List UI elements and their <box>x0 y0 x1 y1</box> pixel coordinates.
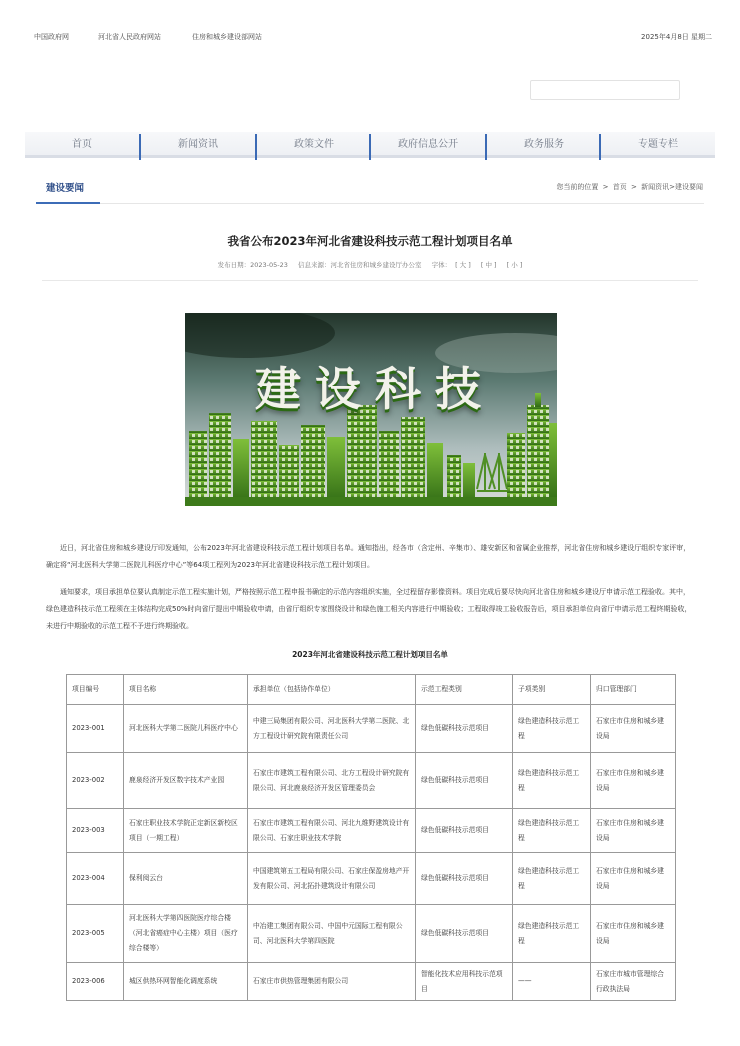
cell-project-id: 2023-003 <box>67 809 124 853</box>
article-title: 我省公布2023年河北省建设科技示范工程计划项目名单 <box>227 234 513 248</box>
article-meta <box>0 260 740 269</box>
table-row <box>67 809 676 853</box>
header-cell: 示范工程类别 <box>416 675 513 705</box>
cell-department: 石家庄市住房和城乡建设局 <box>591 753 676 809</box>
cell-project-name: 河北医科大学第四医院医疗综合楼（河北省癌症中心主楼）项目（医疗综合楼等） <box>124 905 248 963</box>
cell-category: 智能化技术应用科技示范项目 <box>416 963 513 1001</box>
font-large-button[interactable]: [ 大 ] <box>455 261 471 269</box>
header-cell: 承担单位（包括协作单位） <box>248 675 416 705</box>
cell-undertaker: 中国建筑第五工程局有限公司、石家庄保盈房地产开发有限公司、河北拓扑建筑设计有限公司 <box>248 853 416 905</box>
cell-category: 绿色低碳科技示范项目 <box>416 905 513 963</box>
cell-subcategory: —— <box>513 963 591 1001</box>
nav-item-gov-info[interactable]: 政府信息公开 <box>398 139 458 150</box>
cell-undertaker: 中冶建工集团有限公司、中国中元国际工程有限公司、河北医科大学第四医院 <box>248 905 416 963</box>
cell-undertaker: 石家庄市供热管理集团有限公司 <box>248 963 416 1001</box>
section-divider <box>36 203 704 204</box>
article-paragraph: 近日，河北省住房和城乡建设厅印发通知，公布2023年河北省建设科技示范工程计划项目名单。通知指出，经各市（含定州、辛集市）、雄安新区和省属企业推荐，河北省住房和城乡建设厅组织专家评审，确定将“河北医科大学第二医院儿科医疗中心”等64项工程列为2023年河北省建设科技示范工程计划项目。 <box>46 544 691 569</box>
nav-item-topics[interactable]: 专题专栏 <box>638 139 678 150</box>
table-row <box>67 853 676 905</box>
cell-project-name: 鹿泉经济开发区数字技术产业园 <box>124 753 248 809</box>
cell-category: 绿色低碳科技示范项目 <box>416 809 513 853</box>
hero-calligraphy: 建设科技 <box>255 362 495 416</box>
cell-undertaker: 石家庄市建筑工程有限公司、河北九维野建筑设计有限公司、石家庄职业技术学院 <box>248 809 416 853</box>
font-small-button[interactable]: [ 小 ] <box>506 261 523 269</box>
section-title: 建设要闻 <box>46 183 85 194</box>
breadcrumb-separator: > <box>631 183 637 191</box>
cell-project-name: 石家庄职业技术学院正定新区新校区项目（一期工程） <box>124 809 248 853</box>
section-title-underline <box>36 202 100 204</box>
article-paragraph: 通知要求，项目承担单位要认真制定示范工程实施计划，严格按照示范工程申报书确定的示范内容组织实施，全过程留存影像资料。项目完成后要尽快向河北省住房和城乡建设厅申请示范工程验收。其中，绿色建造科技示范工程须在主体结构完成50%时向省厅提出中期验收申请，由省厅组织专家围绕设计和绿色施工相关内容进行中期验收；工程取得竣工验收报告后，项目承担单位向省厅申请示范工程终期验收，未进行中期验收的示范工程不予进行终期验收。 <box>46 588 692 630</box>
current-date: 2025年4月8日 星期二 <box>641 33 712 41</box>
cell-category: 绿色低碳科技示范项目 <box>416 753 513 809</box>
cell-subcategory: 绿色建造科技示范工程 <box>513 809 591 853</box>
table-row <box>67 705 676 753</box>
cell-department: 石家庄市住房和城乡建设局 <box>591 853 676 905</box>
cell-project-id: 2023-006 <box>67 963 124 1001</box>
title-divider <box>42 280 698 281</box>
font-size-label: 字体： <box>431 261 452 269</box>
publish-date: 发布日期：2023-05-23 <box>217 261 288 269</box>
cell-subcategory: 绿色建造科技示范工程 <box>513 853 591 905</box>
cell-department: 石家庄市住房和城乡建设局 <box>591 705 676 753</box>
font-medium-button[interactable]: [ 中 ] <box>480 261 497 269</box>
cell-project-id: 2023-002 <box>67 753 124 809</box>
cell-subcategory: 绿色建造科技示范工程 <box>513 705 591 753</box>
cell-category: 绿色低碳科技示范项目 <box>416 705 513 753</box>
cell-department: 石家庄市城市管理综合行政执法局 <box>591 963 676 1001</box>
cell-subcategory: 绿色建造科技示范工程 <box>513 905 591 963</box>
link-gov-cn[interactable]: 中国政府网 <box>34 33 69 41</box>
cell-project-id: 2023-001 <box>67 705 124 753</box>
cell-subcategory: 绿色建造科技示范工程 <box>513 753 591 809</box>
cell-project-name: 保利阅云台 <box>124 853 248 905</box>
cell-category: 绿色低碳科技示范项目 <box>416 853 513 905</box>
header-cell: 子项类别 <box>513 675 591 705</box>
search-input[interactable] <box>530 80 680 100</box>
table-row <box>67 963 676 1001</box>
nav-item-home[interactable]: 首页 <box>72 139 92 150</box>
cell-project-id: 2023-004 <box>67 853 124 905</box>
cell-undertaker: 中建三局集团有限公司、河北医科大学第二医院、北方工程设计研究院有限责任公司 <box>248 705 416 753</box>
article-hero-image <box>185 313 557 506</box>
cell-department: 石家庄市住房和城乡建设局 <box>591 905 676 963</box>
header-cell: 项目编号 <box>67 675 124 705</box>
cell-undertaker: 石家庄市建筑工程有限公司、北方工程设计研究院有限公司、河北鹿泉经济开发区管理委员会 <box>248 753 416 809</box>
link-mohurd[interactable]: 住房和城乡建设部网站 <box>192 33 262 41</box>
nav-item-news[interactable]: 新闻资讯 <box>178 139 218 150</box>
main-nav <box>25 132 715 158</box>
breadcrumb-separator: > <box>602 183 609 191</box>
table-row <box>67 753 676 809</box>
header-cell: 归口管理部门 <box>591 675 676 705</box>
breadcrumb-current[interactable]: 新闻资讯>建设要闻 <box>641 183 703 191</box>
table-header-row <box>67 675 676 705</box>
breadcrumb <box>555 182 704 192</box>
cell-project-id: 2023-005 <box>67 905 124 963</box>
header-cell: 项目名称 <box>124 675 248 705</box>
info-source: 信息来源：河北省住房和城乡建设厅办公室 <box>297 261 422 269</box>
nav-item-services[interactable]: 政务服务 <box>524 139 564 150</box>
breadcrumb-home[interactable]: 首页 <box>612 183 627 191</box>
link-hebei-gov[interactable]: 河北省人民政府网站 <box>98 33 161 41</box>
cell-department: 石家庄市住房和城乡建设局 <box>591 809 676 853</box>
breadcrumb-label: 您当前的位置 <box>556 183 599 191</box>
table-row <box>67 905 676 963</box>
nav-item-policy[interactable]: 政策文件 <box>294 139 334 150</box>
cell-project-name: 城区供热环网智能化调度系统 <box>124 963 248 1001</box>
cell-project-name: 河北医科大学第二医院儿科医疗中心 <box>124 705 248 753</box>
table-title: 2023年河北省建设科技示范工程计划项目名单 <box>292 650 448 659</box>
project-list-table <box>66 674 676 1001</box>
top-utility-bar <box>0 28 740 44</box>
